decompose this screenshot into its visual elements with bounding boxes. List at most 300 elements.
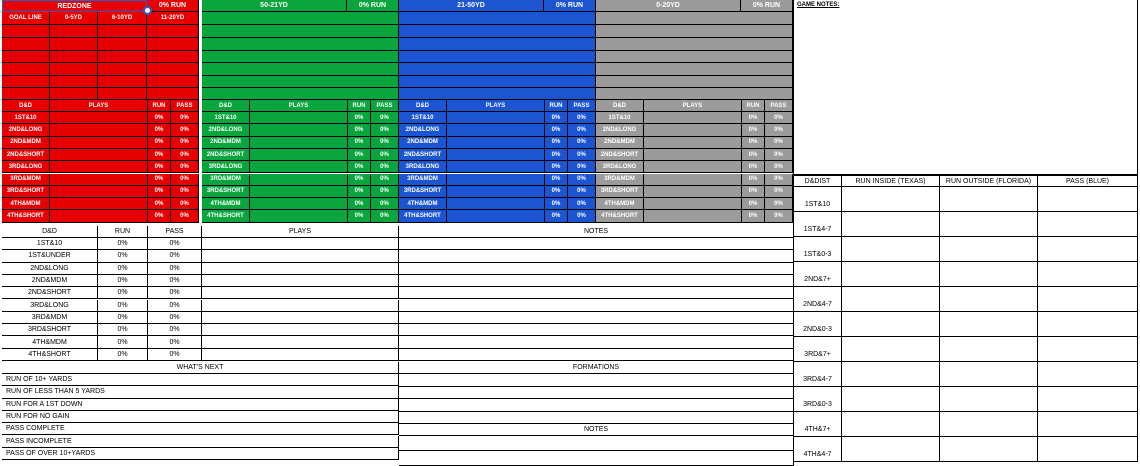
bottom-row-run-pct[interactable]: 0%	[98, 238, 148, 250]
zone-row-label[interactable]: 3RD&LONG	[202, 161, 250, 173]
zone-row-pass-pct[interactable]: 0%	[171, 198, 199, 210]
zone-title[interactable]: 50-21YD	[202, 0, 347, 12]
zone-grid-cell[interactable]	[399, 63, 596, 76]
right-row-cell[interactable]	[1038, 362, 1138, 387]
zone-row-label[interactable]: 1ST&10	[399, 112, 447, 124]
zone-grid-cell[interactable]	[2, 63, 50, 76]
bottom-row-plays[interactable]	[202, 287, 399, 299]
zone-grid-cell[interactable]	[50, 38, 98, 51]
zone-row-pass-pct[interactable]: 0%	[371, 186, 399, 198]
right-row-cell[interactable]	[842, 362, 940, 387]
zone-row-pass-pct[interactable]: 0%	[568, 161, 596, 173]
zone-grid-cell[interactable]	[399, 12, 596, 25]
redzone-subheader[interactable]: 6-10YD	[98, 12, 147, 25]
zone-row-plays[interactable]	[644, 198, 742, 210]
whats-next-item[interactable]: PASS COMPLETE	[2, 423, 399, 435]
zone-grid-cell[interactable]	[98, 25, 147, 38]
whats-next-item[interactable]: PASS INCOMPLETE	[2, 436, 399, 448]
zone-row-plays[interactable]	[250, 198, 348, 210]
bottom-row-label[interactable]: 1ST&10	[2, 238, 98, 250]
zone-row-run-pct[interactable]: 0%	[545, 174, 568, 186]
zone-grid-cell[interactable]	[147, 38, 199, 51]
whats-next-item[interactable]: RUN FOR NO GAIN	[2, 411, 399, 423]
right-row-cell[interactable]	[1038, 387, 1138, 412]
zone-row-pass-pct[interactable]: 0%	[371, 161, 399, 173]
zone-row-run-pct[interactable]: 0%	[348, 161, 371, 173]
right-row-cell[interactable]	[1038, 312, 1138, 337]
zone-row-label[interactable]: 1ST&10	[2, 112, 50, 124]
zone-col-header[interactable]: D&D	[2, 100, 50, 112]
right-row-label[interactable]: 2ND&4-7	[793, 287, 842, 312]
zone-row-label[interactable]: 3RD&MDM	[2, 174, 50, 186]
right-row-cell[interactable]	[1038, 262, 1138, 287]
bottom-row-pass-pct[interactable]: 0%	[148, 349, 202, 361]
notes2-title[interactable]: NOTES	[399, 424, 794, 436]
bottom-row-plays[interactable]	[202, 263, 399, 275]
bottom-row-notes[interactable]	[399, 263, 794, 275]
zone-col-header[interactable]: PASS	[765, 100, 793, 112]
bottom-row-notes[interactable]	[399, 287, 794, 299]
zone-row-plays[interactable]	[250, 210, 348, 222]
zone-row-pass-pct[interactable]: 0%	[765, 198, 793, 210]
bottom-row-plays[interactable]	[202, 336, 399, 348]
right-col-header[interactable]: D&DIST	[793, 175, 842, 187]
zone-row-label[interactable]: 2ND&MDM	[596, 137, 644, 149]
formations-title[interactable]: FORMATIONS	[399, 362, 794, 374]
right-row-label[interactable]: 1ST&10	[793, 187, 842, 212]
zone-col-header[interactable]: PLAYS	[447, 100, 545, 112]
bottom-row-pass-pct[interactable]: 0%	[148, 263, 202, 275]
right-row-cell[interactable]	[1038, 237, 1138, 262]
bottom-col-header[interactable]: RUN	[98, 226, 148, 238]
bottom-col-header[interactable]: PLAYS	[202, 226, 399, 238]
zone-row-run-pct[interactable]: 0%	[742, 112, 765, 124]
zone-grid-cell[interactable]	[596, 88, 793, 100]
bottom-row-label[interactable]: 3RD&SHORT	[2, 324, 98, 336]
zone-row-label[interactable]: 2ND&LONG	[399, 124, 447, 136]
zone-row-pass-pct[interactable]: 0%	[568, 198, 596, 210]
zone-row-plays[interactable]	[50, 174, 148, 186]
right-row-cell[interactable]	[842, 312, 940, 337]
zone-col-header[interactable]: D&D	[596, 100, 644, 112]
bottom-row-plays[interactable]	[202, 324, 399, 336]
zone-row-plays[interactable]	[250, 161, 348, 173]
zone-row-run-pct[interactable]: 0%	[545, 137, 568, 149]
zone-grid-cell[interactable]	[399, 51, 596, 63]
zone-row-pass-pct[interactable]: 0%	[171, 210, 199, 222]
zone-grid-cell[interactable]	[147, 51, 199, 63]
zone-row-pass-pct[interactable]: 0%	[568, 149, 596, 161]
bottom-row-run-pct[interactable]: 0%	[98, 300, 148, 312]
zone-row-run-pct[interactable]: 0%	[148, 149, 171, 161]
right-row-cell[interactable]	[940, 287, 1038, 312]
zone-col-header[interactable]: PASS	[568, 100, 596, 112]
zone-run-pct[interactable]: 0% RUN	[347, 0, 399, 12]
bottom-row-pass-pct[interactable]: 0%	[148, 250, 202, 262]
bottom-row-plays[interactable]	[202, 349, 399, 361]
zone-row-label[interactable]: 3RD&SHORT	[596, 186, 644, 198]
zone-row-label[interactable]: 2ND&LONG	[596, 124, 644, 136]
zone-row-plays[interactable]	[50, 137, 148, 149]
zone-row-pass-pct[interactable]: 0%	[171, 186, 199, 198]
zone-row-label[interactable]: 4TH&SHORT	[202, 210, 250, 222]
zone-grid-cell[interactable]	[98, 88, 147, 100]
zone-run-pct[interactable]: 0% RUN	[544, 0, 596, 12]
zone-row-run-pct[interactable]: 0%	[742, 149, 765, 161]
zone-row-plays[interactable]	[50, 149, 148, 161]
zone-row-run-pct[interactable]: 0%	[742, 198, 765, 210]
zone-row-label[interactable]: 3RD&MDM	[399, 174, 447, 186]
zone-col-header[interactable]: PLAYS	[644, 100, 742, 112]
zone-run-pct[interactable]: 0% RUN	[741, 0, 793, 12]
right-row-label[interactable]: 1ST&0-3	[793, 237, 842, 262]
bottom-row-label[interactable]: 2ND&LONG	[2, 263, 98, 275]
zone-grid-cell[interactable]	[202, 51, 399, 63]
whats-next-item[interactable]: RUN FOR A 1ST DOWN	[2, 399, 399, 411]
zone-grid-cell[interactable]	[399, 25, 596, 38]
right-row-label[interactable]: 1ST&4-7	[793, 212, 842, 237]
right-row-label[interactable]: 3RD&7+	[793, 337, 842, 362]
right-row-label[interactable]: 4TH&4-7	[793, 437, 842, 462]
zone-row-label[interactable]: 4TH&MDM	[2, 198, 50, 210]
zone-row-plays[interactable]	[447, 210, 545, 222]
zone-row-run-pct[interactable]: 0%	[148, 112, 171, 124]
bottom-row-pass-pct[interactable]: 0%	[148, 275, 202, 287]
zone-row-pass-pct[interactable]: 0%	[765, 161, 793, 173]
zone-row-pass-pct[interactable]: 0%	[371, 149, 399, 161]
zone-row-label[interactable]: 2ND&LONG	[2, 124, 50, 136]
formations-row[interactable]	[399, 374, 794, 387]
right-row-cell[interactable]	[940, 437, 1038, 462]
zone-row-label[interactable]: 4TH&SHORT	[596, 210, 644, 222]
zone-row-run-pct[interactable]: 0%	[545, 161, 568, 173]
zone-row-run-pct[interactable]: 0%	[348, 112, 371, 124]
bottom-row-run-pct[interactable]: 0%	[98, 312, 148, 324]
bottom-row-label[interactable]: 2ND&SHORT	[2, 287, 98, 299]
zone-row-pass-pct[interactable]: 0%	[171, 124, 199, 136]
bottom-row-plays[interactable]	[202, 250, 399, 262]
game-notes-area[interactable]	[793, 0, 1138, 175]
bottom-row-notes[interactable]	[399, 336, 794, 348]
zone-row-label[interactable]: 4TH&MDM	[596, 198, 644, 210]
zone-row-plays[interactable]	[447, 112, 545, 124]
zone-row-run-pct[interactable]: 0%	[742, 161, 765, 173]
zone-row-label[interactable]: 2ND&MDM	[399, 137, 447, 149]
right-row-cell[interactable]	[1038, 337, 1138, 362]
right-col-header[interactable]: PASS (BLUE)	[1038, 175, 1138, 187]
zone-col-header[interactable]: PASS	[171, 100, 199, 112]
zone-grid-cell[interactable]	[596, 51, 793, 63]
zone-row-plays[interactable]	[447, 137, 545, 149]
redzone-subheader[interactable]: GOAL LINE	[2, 12, 50, 25]
zone-row-run-pct[interactable]: 0%	[545, 186, 568, 198]
zone-row-run-pct[interactable]: 0%	[348, 210, 371, 222]
right-row-cell[interactable]	[842, 262, 940, 287]
zone-row-pass-pct[interactable]: 0%	[171, 137, 199, 149]
right-row-cell[interactable]	[842, 212, 940, 237]
zone-row-run-pct[interactable]: 0%	[742, 186, 765, 198]
zone-row-pass-pct[interactable]: 0%	[371, 112, 399, 124]
zone-col-header[interactable]: RUN	[148, 100, 171, 112]
bottom-row-notes[interactable]	[399, 349, 794, 361]
right-row-cell[interactable]	[940, 412, 1038, 437]
zone-row-run-pct[interactable]: 0%	[348, 198, 371, 210]
zone-row-run-pct[interactable]: 0%	[148, 198, 171, 210]
formations-row[interactable]	[399, 412, 794, 425]
zone-col-header[interactable]: PLAYS	[50, 100, 148, 112]
zone-row-run-pct[interactable]: 0%	[148, 124, 171, 136]
right-col-header[interactable]: RUN OUTSIDE (FLORIDA)	[940, 175, 1038, 187]
zone-grid-cell[interactable]	[596, 25, 793, 38]
zone-grid-cell[interactable]	[2, 76, 50, 88]
right-row-cell[interactable]	[842, 287, 940, 312]
zone-grid-cell[interactable]	[596, 76, 793, 88]
zone-row-run-pct[interactable]: 0%	[148, 137, 171, 149]
zone-row-plays[interactable]	[447, 198, 545, 210]
right-row-label[interactable]: 2ND&0-3	[793, 312, 842, 337]
right-row-label[interactable]: 4TH&7+	[793, 412, 842, 437]
zone-row-run-pct[interactable]: 0%	[148, 174, 171, 186]
whats-next-item[interactable]: RUN OF 10+ YARDS	[2, 374, 399, 386]
zone-row-plays[interactable]	[50, 210, 148, 222]
zone-row-run-pct[interactable]: 0%	[742, 174, 765, 186]
zone-row-label[interactable]: 1ST&10	[596, 112, 644, 124]
zone-row-run-pct[interactable]: 0%	[545, 149, 568, 161]
zone-row-plays[interactable]	[50, 112, 148, 124]
zone-row-plays[interactable]	[250, 112, 348, 124]
whats-next-title[interactable]: WHAT'S NEXT	[2, 362, 399, 374]
zone-row-pass-pct[interactable]: 0%	[568, 112, 596, 124]
zone-grid-cell[interactable]	[202, 76, 399, 88]
zone-grid-cell[interactable]	[50, 88, 98, 100]
zone-row-label[interactable]: 3RD&MDM	[596, 174, 644, 186]
zone-row-plays[interactable]	[644, 112, 742, 124]
bottom-row-pass-pct[interactable]: 0%	[148, 287, 202, 299]
zone-row-pass-pct[interactable]: 0%	[371, 124, 399, 136]
right-row-cell[interactable]	[1038, 412, 1138, 437]
right-row-cell[interactable]	[940, 212, 1038, 237]
bottom-col-header[interactable]: NOTES	[399, 226, 794, 238]
redzone-subheader[interactable]: 0-5YD	[50, 12, 98, 25]
zone-row-pass-pct[interactable]: 0%	[371, 198, 399, 210]
zone-row-pass-pct[interactable]: 0%	[371, 137, 399, 149]
zone-grid-cell[interactable]	[98, 76, 147, 88]
zone-row-pass-pct[interactable]: 0%	[765, 149, 793, 161]
bottom-row-run-pct[interactable]: 0%	[98, 287, 148, 299]
bottom-row-notes[interactable]	[399, 275, 794, 287]
formations-row[interactable]	[399, 387, 794, 400]
zone-row-plays[interactable]	[644, 161, 742, 173]
zone-row-run-pct[interactable]: 0%	[348, 149, 371, 161]
right-row-cell[interactable]	[1038, 437, 1138, 462]
right-row-cell[interactable]	[940, 262, 1038, 287]
zone-col-header[interactable]: RUN	[742, 100, 765, 112]
zone-row-label[interactable]: 3RD&SHORT	[2, 186, 50, 198]
right-row-cell[interactable]	[842, 437, 940, 462]
zone-row-plays[interactable]	[644, 149, 742, 161]
zone-row-plays[interactable]	[644, 210, 742, 222]
zone-grid-cell[interactable]	[596, 63, 793, 76]
zone-grid-cell[interactable]	[399, 38, 596, 51]
zone-col-header[interactable]: D&D	[202, 100, 250, 112]
zone-grid-cell[interactable]	[2, 51, 50, 63]
zone-row-pass-pct[interactable]: 0%	[371, 174, 399, 186]
bottom-row-run-pct[interactable]: 0%	[98, 349, 148, 361]
zone-grid-cell[interactable]	[147, 25, 199, 38]
zone-grid-cell[interactable]	[202, 25, 399, 38]
zone-row-pass-pct[interactable]: 0%	[765, 210, 793, 222]
right-row-cell[interactable]	[940, 337, 1038, 362]
zone-row-label[interactable]: 3RD&LONG	[399, 161, 447, 173]
zone-row-label[interactable]: 4TH&SHORT	[2, 210, 50, 222]
zone-row-run-pct[interactable]: 0%	[742, 124, 765, 136]
zone-grid-cell[interactable]	[202, 63, 399, 76]
zone-row-plays[interactable]	[447, 186, 545, 198]
bottom-row-label[interactable]: 4TH&SHORT	[2, 349, 98, 361]
bottom-row-plays[interactable]	[202, 275, 399, 287]
zone-row-label[interactable]: 2ND&SHORT	[399, 149, 447, 161]
zone-row-pass-pct[interactable]: 0%	[171, 174, 199, 186]
right-row-cell[interactable]	[842, 387, 940, 412]
zone-grid-cell[interactable]	[596, 12, 793, 25]
zone-row-plays[interactable]	[250, 186, 348, 198]
zone-row-plays[interactable]	[644, 186, 742, 198]
zone-row-plays[interactable]	[50, 124, 148, 136]
zone-grid-cell[interactable]	[98, 51, 147, 63]
bottom-row-pass-pct[interactable]: 0%	[148, 300, 202, 312]
zone-row-pass-pct[interactable]: 0%	[171, 149, 199, 161]
right-row-cell[interactable]	[940, 187, 1038, 212]
right-row-label[interactable]: 2ND&7+	[793, 262, 842, 287]
zone-row-label[interactable]: 4TH&MDM	[399, 198, 447, 210]
redzone-subheader[interactable]: 11-20YD	[147, 12, 199, 25]
zone-grid-cell[interactable]	[50, 76, 98, 88]
zone-row-label[interactable]: 2ND&MDM	[202, 137, 250, 149]
zone-grid-cell[interactable]	[147, 88, 199, 100]
zone-row-label[interactable]: 3RD&SHORT	[202, 186, 250, 198]
zone-row-pass-pct[interactable]: 0%	[171, 161, 199, 173]
zone-row-run-pct[interactable]: 0%	[348, 174, 371, 186]
cell-selection-handle[interactable]	[143, 6, 152, 15]
zone-row-plays[interactable]	[50, 186, 148, 198]
bottom-row-notes[interactable]	[399, 324, 794, 336]
zone-row-label[interactable]: 4TH&SHORT	[399, 210, 447, 222]
right-row-cell[interactable]	[842, 187, 940, 212]
zone-grid-cell[interactable]	[2, 25, 50, 38]
zone-grid-cell[interactable]	[202, 38, 399, 51]
zone-row-run-pct[interactable]: 0%	[545, 210, 568, 222]
zone-row-plays[interactable]	[644, 174, 742, 186]
zone-row-plays[interactable]	[250, 124, 348, 136]
zone-row-label[interactable]: 4TH&MDM	[202, 198, 250, 210]
bottom-row-run-pct[interactable]: 0%	[98, 275, 148, 287]
right-row-cell[interactable]	[842, 237, 940, 262]
right-row-cell[interactable]	[940, 312, 1038, 337]
bottom-row-label[interactable]: 3RD&LONG	[2, 300, 98, 312]
zone-row-pass-pct[interactable]: 0%	[765, 137, 793, 149]
whats-next-item[interactable]: PASS OF OVER 10+YARDS	[2, 448, 399, 460]
zone-row-pass-pct[interactable]: 0%	[171, 112, 199, 124]
zone-row-label[interactable]: 2ND&MDM	[2, 137, 50, 149]
zone-col-header[interactable]: RUN	[545, 100, 568, 112]
bottom-row-notes[interactable]	[399, 250, 794, 262]
right-row-label[interactable]: 3RD&4-7	[793, 362, 842, 387]
zone-grid-cell[interactable]	[399, 76, 596, 88]
zone-row-run-pct[interactable]: 0%	[148, 210, 171, 222]
bottom-row-pass-pct[interactable]: 0%	[148, 336, 202, 348]
right-row-cell[interactable]	[940, 362, 1038, 387]
zone-row-plays[interactable]	[50, 198, 148, 210]
zone-grid-cell[interactable]	[2, 88, 50, 100]
zone-row-pass-pct[interactable]: 0%	[765, 124, 793, 136]
right-col-header[interactable]: RUN INSIDE (TEXAS)	[842, 175, 940, 187]
zone-row-pass-pct[interactable]: 0%	[371, 210, 399, 222]
bottom-row-run-pct[interactable]: 0%	[98, 250, 148, 262]
zone-row-plays[interactable]	[447, 174, 545, 186]
bottom-row-label[interactable]: 1ST&UNDER	[2, 250, 98, 262]
bottom-row-run-pct[interactable]: 0%	[98, 324, 148, 336]
notes2-row[interactable]	[399, 436, 794, 451]
zone-run-pct[interactable]: 0% RUN	[147, 0, 199, 12]
zone-row-plays[interactable]	[644, 124, 742, 136]
zone-col-header[interactable]: D&D	[399, 100, 447, 112]
bottom-row-notes[interactable]	[399, 300, 794, 312]
zone-row-pass-pct[interactable]: 0%	[765, 186, 793, 198]
bottom-row-pass-pct[interactable]: 0%	[148, 324, 202, 336]
bottom-row-plays[interactable]	[202, 238, 399, 250]
zone-title[interactable]: REDZONE	[2, 0, 147, 12]
zone-row-run-pct[interactable]: 0%	[348, 124, 371, 136]
zone-row-pass-pct[interactable]: 0%	[765, 112, 793, 124]
zone-grid-cell[interactable]	[147, 63, 199, 76]
zone-row-plays[interactable]	[50, 161, 148, 173]
zone-row-run-pct[interactable]: 0%	[545, 198, 568, 210]
bottom-row-pass-pct[interactable]: 0%	[148, 312, 202, 324]
zone-row-pass-pct[interactable]: 0%	[568, 137, 596, 149]
zone-row-plays[interactable]	[447, 124, 545, 136]
whats-next-item[interactable]: RUN OF LESS THAN 5 YARDS	[2, 386, 399, 398]
zone-row-run-pct[interactable]: 0%	[148, 161, 171, 173]
right-row-cell[interactable]	[940, 387, 1038, 412]
zone-grid-cell[interactable]	[98, 63, 147, 76]
zone-grid-cell[interactable]	[147, 76, 199, 88]
zone-row-run-pct[interactable]: 0%	[348, 137, 371, 149]
bottom-row-label[interactable]: 2ND&MDM	[2, 275, 98, 287]
zone-row-pass-pct[interactable]: 0%	[568, 210, 596, 222]
zone-row-pass-pct[interactable]: 0%	[568, 174, 596, 186]
zone-col-header[interactable]: PLAYS	[250, 100, 348, 112]
zone-row-pass-pct[interactable]: 0%	[765, 174, 793, 186]
zone-col-header[interactable]: RUN	[348, 100, 371, 112]
zone-grid-cell[interactable]	[50, 25, 98, 38]
formations-row[interactable]	[399, 399, 794, 412]
zone-row-pass-pct[interactable]: 0%	[568, 124, 596, 136]
zone-row-label[interactable]: 2ND&SHORT	[2, 149, 50, 161]
zone-grid-cell[interactable]	[2, 38, 50, 51]
zone-title[interactable]: 0-20YD	[596, 0, 741, 12]
zone-row-plays[interactable]	[447, 161, 545, 173]
zone-row-label[interactable]: 2ND&LONG	[202, 124, 250, 136]
zone-title[interactable]: 21-50YD	[399, 0, 544, 12]
zone-grid-cell[interactable]	[98, 38, 147, 51]
bottom-row-pass-pct[interactable]: 0%	[148, 238, 202, 250]
zone-row-run-pct[interactable]: 0%	[742, 210, 765, 222]
zone-row-plays[interactable]	[250, 137, 348, 149]
zone-col-header[interactable]: PASS	[371, 100, 399, 112]
zone-row-run-pct[interactable]: 0%	[545, 124, 568, 136]
zone-row-label[interactable]: 1ST&10	[202, 112, 250, 124]
zone-row-label[interactable]: 2ND&SHORT	[596, 149, 644, 161]
